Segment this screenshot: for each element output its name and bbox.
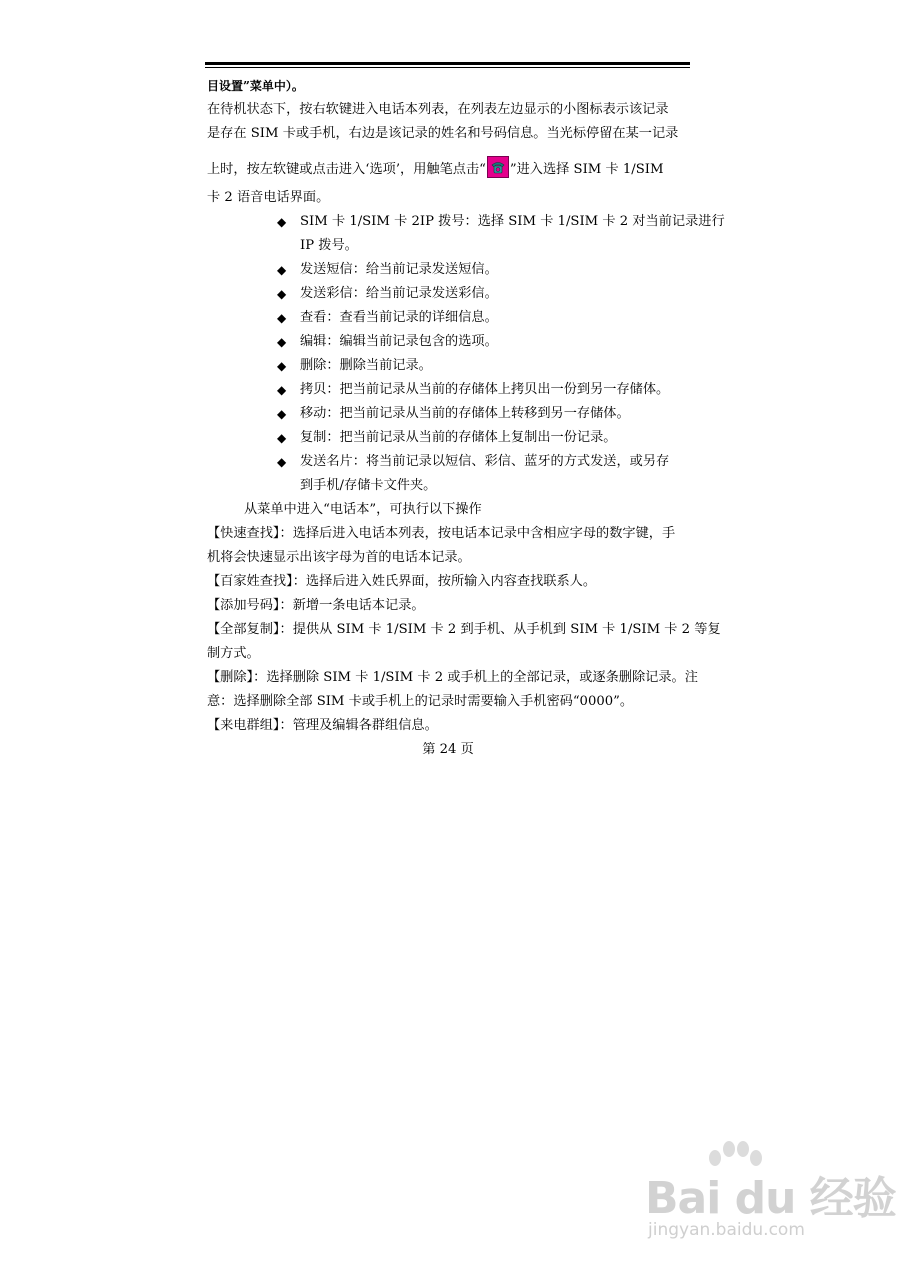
header-fragment: 目设置”菜单中）。 <box>207 79 304 93</box>
option-item <box>207 426 689 450</box>
page-number: 第 24 页 <box>422 742 474 757</box>
option-text-line: 复制：把当前记录从当前的存储体上复制出一份记录。 <box>300 430 617 445</box>
option-text-line: 到手机/存储卡文件夹。 <box>300 478 437 493</box>
menu-section <box>207 594 689 618</box>
menu-section <box>207 714 689 738</box>
option-text-line: IP 拨号。 <box>300 238 358 253</box>
menu-section <box>207 618 721 666</box>
option-item <box>207 354 689 378</box>
watermark <box>645 1140 896 1250</box>
option-item <box>207 282 689 306</box>
option-text-line: 查看：查看当前记录的详细信息。 <box>300 310 498 325</box>
bullet-diamond-icon: ◆ <box>277 311 287 325</box>
option-item <box>207 210 725 258</box>
menu-section-line: 【全部复制】：提供从 SIM 卡 1/SIM 卡 2 到手机、从手机到 SIM 卡 1/SIM 卡 2 等复 <box>207 622 721 637</box>
menu-section-line: 【来电群组】：管理及编辑各群组信息。 <box>207 718 438 733</box>
intro-line-4: 卡 2 语音电话界面。 <box>207 190 330 205</box>
document-body <box>207 74 725 762</box>
menu-section-line: 意：选择删除全部 SIM 卡或手机上的记录时需要输入手机密码“0000”。 <box>207 694 634 709</box>
menu-section-line: 制方式。 <box>207 646 260 661</box>
menu-section-line: 【删除】：选择删除 SIM 卡 1/SIM 卡 2 或手机上的全部记录，或逐条删除记录。注 <box>207 670 698 685</box>
bullet-diamond-icon: ◆ <box>277 335 287 349</box>
option-text-line: 编辑：编辑当前记录包含的选项。 <box>300 334 498 349</box>
option-item <box>207 258 689 282</box>
option-text-line: 拷贝：把当前记录从当前的存储体上拷贝出一份到另一存储体。 <box>300 382 670 397</box>
option-text-line: 移动：把当前记录从当前的存储体上转移到另一存储体。 <box>300 406 630 421</box>
bullet-diamond-icon: ◆ <box>277 215 287 229</box>
option-text-line: 删除：删除当前记录。 <box>300 358 432 373</box>
menu-section-line: 【百家姓查找】：选择后进入姓氏界面，按所输入内容查找联系人。 <box>207 574 597 589</box>
menu-section <box>207 522 689 570</box>
bullet-diamond-icon: ◆ <box>277 359 287 373</box>
bullet-diamond-icon: ◆ <box>277 383 287 397</box>
header-rule-thin <box>205 67 690 68</box>
watermark-url: jingyan.baidu.com <box>648 1220 805 1240</box>
bullet-diamond-icon: ◆ <box>277 287 287 301</box>
option-text-line: SIM 卡 1/SIM 卡 2IP 拨号：选择 SIM 卡 1/SIM 卡 2 对当前记录进行 <box>300 214 725 229</box>
menu-section-line: 【添加号码】：新增一条电话本记录。 <box>207 598 425 613</box>
watermark-brand: Bai du 经验 <box>645 1173 896 1224</box>
bullet-diamond-icon: ◆ <box>277 431 287 445</box>
intro-line-3 <box>207 154 689 186</box>
menu-section <box>207 570 689 594</box>
menu-section <box>207 666 698 714</box>
options-list <box>207 210 725 498</box>
option-text-line: 发送短信：给当前记录发送短信。 <box>300 262 498 277</box>
option-item <box>207 330 689 354</box>
header-rule-thick <box>205 62 690 65</box>
sections <box>207 522 721 738</box>
intro-line-1: 在待机状态下，按右软键进入电话本列表，在列表左边显示的小图标表示该记录 <box>207 102 669 117</box>
option-item <box>207 378 689 402</box>
option-item <box>207 450 689 498</box>
intro-line-2: 是存在 SIM 卡或手机，右边是该记录的姓名和号码信息。当光标停留在某一记录 <box>207 126 679 141</box>
menu-section-line: 【快速查找】：选择后进入电话本列表，按电话本记录中含相应字母的数字键，手 <box>207 526 676 541</box>
option-item <box>207 306 689 330</box>
menu-intro: 从菜单中进入“电话本”，可执行以下操作 <box>244 502 482 517</box>
option-text-line: 发送彩信：给当前记录发送彩信。 <box>300 286 498 301</box>
bullet-diamond-icon: ◆ <box>277 455 287 469</box>
bullet-diamond-icon: ◆ <box>277 263 287 277</box>
option-text-line: 发送名片：将当前记录以短信、彩信、蓝牙的方式发送，或另存 <box>300 454 670 469</box>
phone-icon <box>487 156 509 178</box>
menu-section-line: 机将会快速显示出该字母为首的电话本记录。 <box>207 550 471 565</box>
intro-line-3-before: 上时，按左软键或点击进入‘选项’，用触笔点击“ <box>207 162 486 177</box>
bullet-diamond-icon: ◆ <box>277 407 287 421</box>
option-item <box>207 402 689 426</box>
intro-line-3-after: ”进入选择 SIM 卡 1/SIM <box>509 162 664 177</box>
